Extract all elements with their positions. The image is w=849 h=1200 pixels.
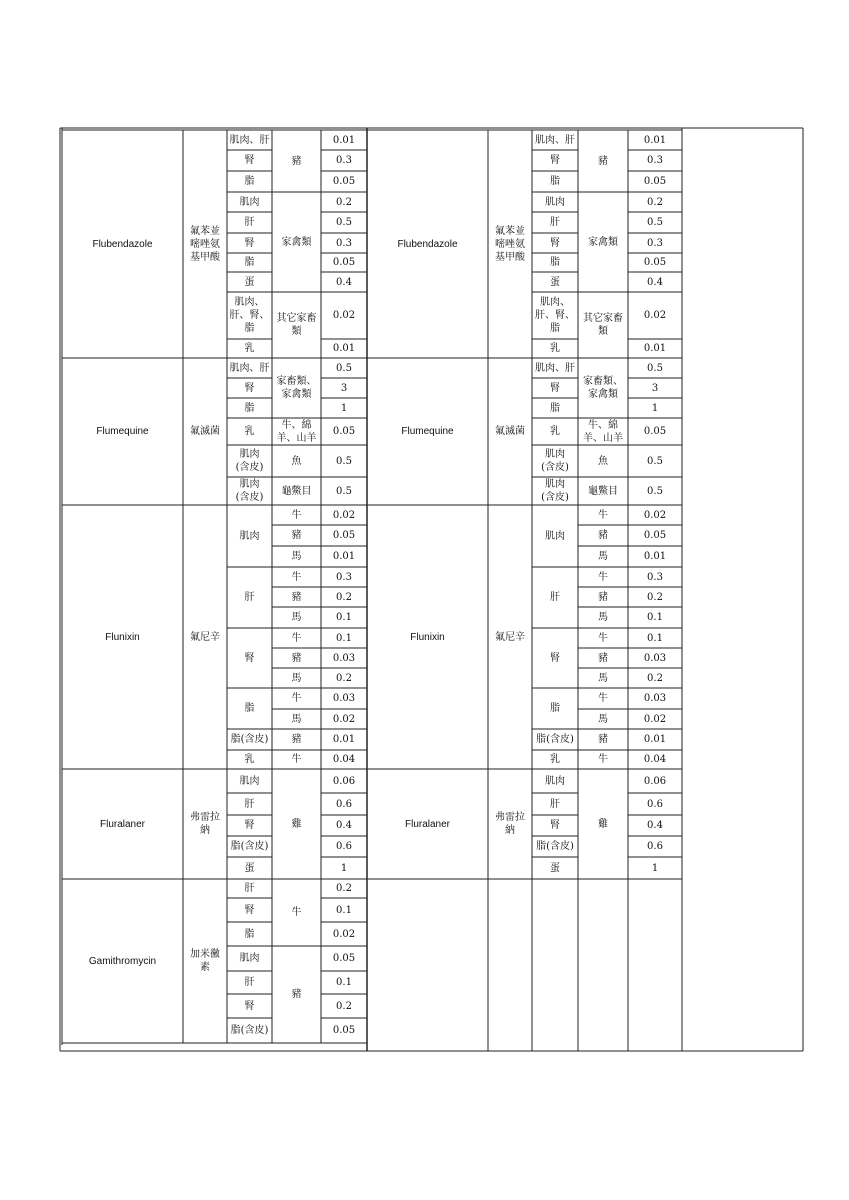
species-cell: 牛 <box>598 754 608 765</box>
mrl-value: 0.1 <box>336 632 352 644</box>
tissue-cell: 腎 <box>244 904 255 916</box>
mrl-value: 0.01 <box>643 734 667 745</box>
species-cell: 牛 <box>598 632 608 644</box>
mrl-value: 0.01 <box>332 551 356 562</box>
mrl-value: 0.02 <box>332 509 356 521</box>
tissue-cell: 肌肉 <box>545 775 565 787</box>
tissue-cell: 肝 <box>244 883 255 894</box>
mrl-value: 0.03 <box>643 652 667 664</box>
tissue-cell: 腎 <box>550 382 560 394</box>
species-cell: 牛 <box>598 509 608 521</box>
species-cell: 馬 <box>598 713 608 725</box>
tissue-cell: 腎 <box>550 237 560 249</box>
mrl-value: 3 <box>340 382 348 394</box>
mrl-value: 0.4 <box>647 820 663 831</box>
species-cell: 牛 <box>291 509 302 521</box>
tissue-cell: 肝 <box>244 217 255 228</box>
tissue-cell: 脂 <box>244 703 255 714</box>
species-cell: 豬 <box>291 989 302 1000</box>
mrl-value: 0.3 <box>336 571 352 583</box>
mrl-value: 0.1 <box>336 612 352 623</box>
species-cell: 馬 <box>291 713 302 725</box>
mrl-value: 1 <box>340 402 348 414</box>
tissue-cell: 腎 <box>244 1000 255 1012</box>
mrl-value: 0.2 <box>647 672 663 684</box>
mrl-value: 0.2 <box>336 1000 352 1012</box>
species-cell: 馬 <box>598 672 608 684</box>
species-cell: 家畜類、 家禽類 <box>276 376 317 400</box>
species-cell: 豬 <box>291 734 302 745</box>
mrl-value: 0.2 <box>647 196 663 208</box>
mrl-value: 0.2 <box>336 672 352 684</box>
mrl-value: 0.4 <box>647 276 663 288</box>
species-cell: 馬 <box>598 551 608 562</box>
species-cell: 魚 <box>598 455 608 467</box>
tissue-cell: 脂 <box>550 257 560 268</box>
mrl-value: 0.04 <box>332 754 356 765</box>
tissue-cell: 脂 <box>244 257 255 268</box>
species-cell: 豬 <box>291 591 302 603</box>
mrl-value: 0.5 <box>647 485 663 497</box>
drug-chinese-name: 氟滅菌 <box>190 426 220 437</box>
mrl-value: 0.03 <box>332 652 356 664</box>
species-cell: 馬 <box>291 672 302 684</box>
drug-name: Flunixin <box>105 631 140 643</box>
mrl-value: 0.01 <box>643 134 667 146</box>
mrl-value: 0.3 <box>647 237 663 249</box>
tissue-cell: 肌肉、 肝、腎、 脂 <box>229 297 270 334</box>
tissue-cell: 乳 <box>550 426 560 437</box>
mrl-value: 0.01 <box>643 343 667 354</box>
mrl-value: 0.4 <box>336 820 352 831</box>
tissue-cell: 脂(含皮) <box>230 1025 269 1036</box>
tissue-cell: 脂 <box>244 402 255 414</box>
mrl-value: 0.1 <box>336 904 352 916</box>
mrl-value: 0.2 <box>336 883 352 894</box>
mrl-value: 0.05 <box>643 426 667 437</box>
tissue-cell: 乳 <box>550 343 560 354</box>
mrl-value: 1 <box>340 862 348 874</box>
mrl-value: 0.5 <box>336 362 352 374</box>
species-cell: 魚 <box>291 455 302 467</box>
tissue-cell: 肌肉 <box>239 953 260 964</box>
tissue-cell: 腎 <box>244 382 255 394</box>
tissue-cell: 肝 <box>244 592 255 603</box>
mrl-value: 0.03 <box>332 693 356 704</box>
species-cell: 馬 <box>598 612 608 623</box>
tissue-cell: 脂(含皮) <box>536 841 574 852</box>
tissue-cell: 肝 <box>244 977 255 988</box>
species-cell: 牛 <box>291 632 302 644</box>
species-cell: 其它家畜 類 <box>276 313 317 337</box>
mrl-value: 0.05 <box>332 176 356 187</box>
tissue-cell: 蛋 <box>550 862 560 874</box>
tissue-cell: 脂 <box>550 402 560 414</box>
species-cell: 牛 <box>598 571 608 583</box>
mrl-value: 0.2 <box>336 591 352 603</box>
mrl-value: 0.5 <box>647 362 663 374</box>
species-cell: 龜鱉目 <box>588 485 618 497</box>
mrl-value: 0.5 <box>336 455 352 467</box>
drug-name: Flubendazole <box>92 238 153 250</box>
mrl-value: 0.5 <box>336 217 352 228</box>
mrl-value: 0.1 <box>647 612 663 623</box>
mrl-value: 0.02 <box>332 713 356 725</box>
mrl-value: 0.6 <box>336 841 352 852</box>
tissue-cell: 肝 <box>550 592 560 603</box>
tissue-cell: 肌肉、肝 <box>229 362 270 374</box>
species-cell: 龜鱉目 <box>281 485 312 497</box>
tissue-cell: 乳 <box>244 754 255 765</box>
tissue-cell: 肌肉 <box>545 530 565 542</box>
tissue-cell: 肝 <box>550 798 560 810</box>
drug-name: Flumequine <box>96 426 149 437</box>
mrl-value: 0.04 <box>643 754 667 765</box>
species-cell: 牛 <box>291 754 302 765</box>
drug-chinese-name: 加米黴 素 <box>190 949 220 973</box>
species-cell: 牛 <box>291 693 302 704</box>
tissue-cell: 肌肉 (含皮) <box>541 479 569 503</box>
tissue-cell: 肌肉 (含皮) <box>541 449 569 473</box>
species-cell: 牛 <box>291 907 302 918</box>
mrl-value: 0.01 <box>332 343 356 354</box>
tissue-cell: 肌肉 <box>239 775 260 787</box>
mrl-value: 0.5 <box>336 485 352 497</box>
mrl-value: 0.3 <box>336 155 352 166</box>
tissue-cell: 肝 <box>550 217 560 228</box>
mrl-value: 0.6 <box>647 798 663 810</box>
mrl-value: 0.05 <box>332 1025 356 1036</box>
tissue-cell: 脂 <box>244 928 255 940</box>
tissue-cell: 腎 <box>244 155 255 166</box>
mrl-value: 0.02 <box>643 509 667 521</box>
drug-chinese-name: 氟尼辛 <box>495 631 525 643</box>
species-cell: 家禽類 <box>588 236 618 248</box>
mrl-value: 3 <box>651 382 659 394</box>
tissue-cell: 乳 <box>244 426 255 437</box>
species-cell: 馬 <box>291 551 302 562</box>
mrl-value: 0.4 <box>336 276 352 288</box>
drug-chinese-name: 氟苯並 嘧唑氨 基甲酸 <box>495 225 525 263</box>
tissue-cell: 脂(含皮) <box>536 734 574 745</box>
tissue-cell: 腎 <box>550 820 560 831</box>
mrl-value: 0.01 <box>332 734 356 745</box>
drug-name: Flumequine <box>401 426 454 437</box>
drug-chinese-name: 氟滅菌 <box>495 426 525 437</box>
species-cell: 豬 <box>598 652 608 664</box>
tissue-cell: 乳 <box>244 343 255 354</box>
species-cell: 豬 <box>291 155 302 167</box>
tissue-cell: 肌肉、肝 <box>229 134 270 146</box>
tissue-cell: 腎 <box>244 820 255 831</box>
tissue-cell: 腎 <box>244 652 255 664</box>
species-cell: 家畜類、 家禽類 <box>583 376 623 400</box>
drug-chinese-name: 氟苯並 嘧唑氨 基甲酸 <box>190 225 220 263</box>
species-cell: 豬 <box>291 652 302 664</box>
drug-name: Fluralaner <box>404 818 451 830</box>
species-cell: 豬 <box>598 591 608 603</box>
tissue-cell: 肌肉、肝 <box>535 134 575 146</box>
mrl-value: 0.01 <box>643 551 667 562</box>
drug-chinese-name: 氟尼辛 <box>190 631 220 643</box>
mrl-value: 0.3 <box>336 237 352 249</box>
drug-name: Fluralaner <box>99 818 146 830</box>
mrl-value: 0.5 <box>647 217 663 228</box>
tissue-cell: 肌肉 <box>239 196 260 208</box>
mrl-value: 0.02 <box>643 713 667 725</box>
mrl-value: 0.05 <box>643 530 667 541</box>
mrl-value: 0.05 <box>332 530 356 541</box>
mrl-value: 0.05 <box>643 257 667 268</box>
tissue-cell: 腎 <box>550 155 560 166</box>
species-cell: 馬 <box>291 612 302 623</box>
mrl-value: 0.6 <box>336 798 352 810</box>
mrl-value: 0.2 <box>336 196 352 208</box>
species-cell: 其它家畜 類 <box>583 313 623 337</box>
tissue-cell: 肌肉 (含皮) <box>235 449 264 473</box>
species-cell: 豬 <box>598 155 608 167</box>
drug-chinese-name: 弗雷拉 納 <box>495 812 525 836</box>
tissue-cell: 蛋 <box>550 276 560 288</box>
species-cell: 牛、綿 羊、山羊 <box>583 419 623 444</box>
drug-name: Flunixin <box>410 631 445 643</box>
tissue-cell: 脂 <box>550 703 560 714</box>
mrl-value: 1 <box>651 402 659 414</box>
species-cell: 雞 <box>598 818 608 830</box>
mrl-value: 0.02 <box>643 310 667 321</box>
tissue-cell: 脂(含皮) <box>230 734 269 745</box>
mrl-value: 0.05 <box>643 176 667 187</box>
mrl-value: 0.6 <box>647 841 663 852</box>
mrl-value: 0.06 <box>643 775 667 787</box>
mrl-value: 1 <box>651 862 659 874</box>
species-cell: 牛 <box>291 571 302 583</box>
species-cell: 家禽類 <box>281 236 312 248</box>
tissue-cell: 腎 <box>550 652 560 664</box>
mrl-value: 0.3 <box>647 571 663 583</box>
tissue-cell: 肝 <box>244 798 255 810</box>
species-cell: 豬 <box>291 530 302 541</box>
mrl-value: 0.1 <box>336 977 352 988</box>
species-cell: 豬 <box>598 734 608 745</box>
tissue-cell: 蛋 <box>244 862 255 874</box>
tissue-cell: 肌肉、肝 <box>535 362 575 374</box>
mrl-value: 0.1 <box>647 632 663 644</box>
drug-name: Gamithromycin <box>88 955 157 967</box>
mrl-value: 0.05 <box>332 257 356 268</box>
tissue-cell: 脂 <box>244 176 255 187</box>
mrl-value: 0.2 <box>647 591 663 603</box>
tissue-cell: 蛋 <box>244 276 255 288</box>
species-cell: 牛、綿 羊、山羊 <box>276 419 317 444</box>
tissue-cell: 肌肉 <box>545 196 565 208</box>
species-cell: 豬 <box>598 530 608 541</box>
mrl-value: 0.02 <box>332 310 356 321</box>
species-cell: 牛 <box>598 693 608 704</box>
mrl-value: 0.05 <box>332 953 356 964</box>
tissue-cell: 肌肉 (含皮) <box>235 479 264 503</box>
tissue-cell: 脂(含皮) <box>230 841 269 852</box>
tissue-cell: 肌肉 <box>239 530 260 542</box>
mrl-value: 0.02 <box>332 928 356 940</box>
mrl-value: 0.05 <box>332 426 356 437</box>
tissue-cell: 肌肉、 肝、腎、 脂 <box>535 297 575 334</box>
tissue-cell: 脂 <box>550 176 560 187</box>
mrl-value: 0.01 <box>332 134 356 146</box>
mrl-value: 0.03 <box>643 693 667 704</box>
mrl-value: 0.5 <box>647 455 663 467</box>
mrl-value: 0.3 <box>647 155 663 166</box>
mrl-value: 0.06 <box>332 775 356 787</box>
species-cell: 雞 <box>291 818 302 830</box>
drug-name: Flubendazole <box>397 238 458 250</box>
tissue-cell: 腎 <box>244 237 255 249</box>
drug-chinese-name: 弗雷拉 納 <box>190 812 220 836</box>
tissue-cell: 乳 <box>550 754 560 765</box>
